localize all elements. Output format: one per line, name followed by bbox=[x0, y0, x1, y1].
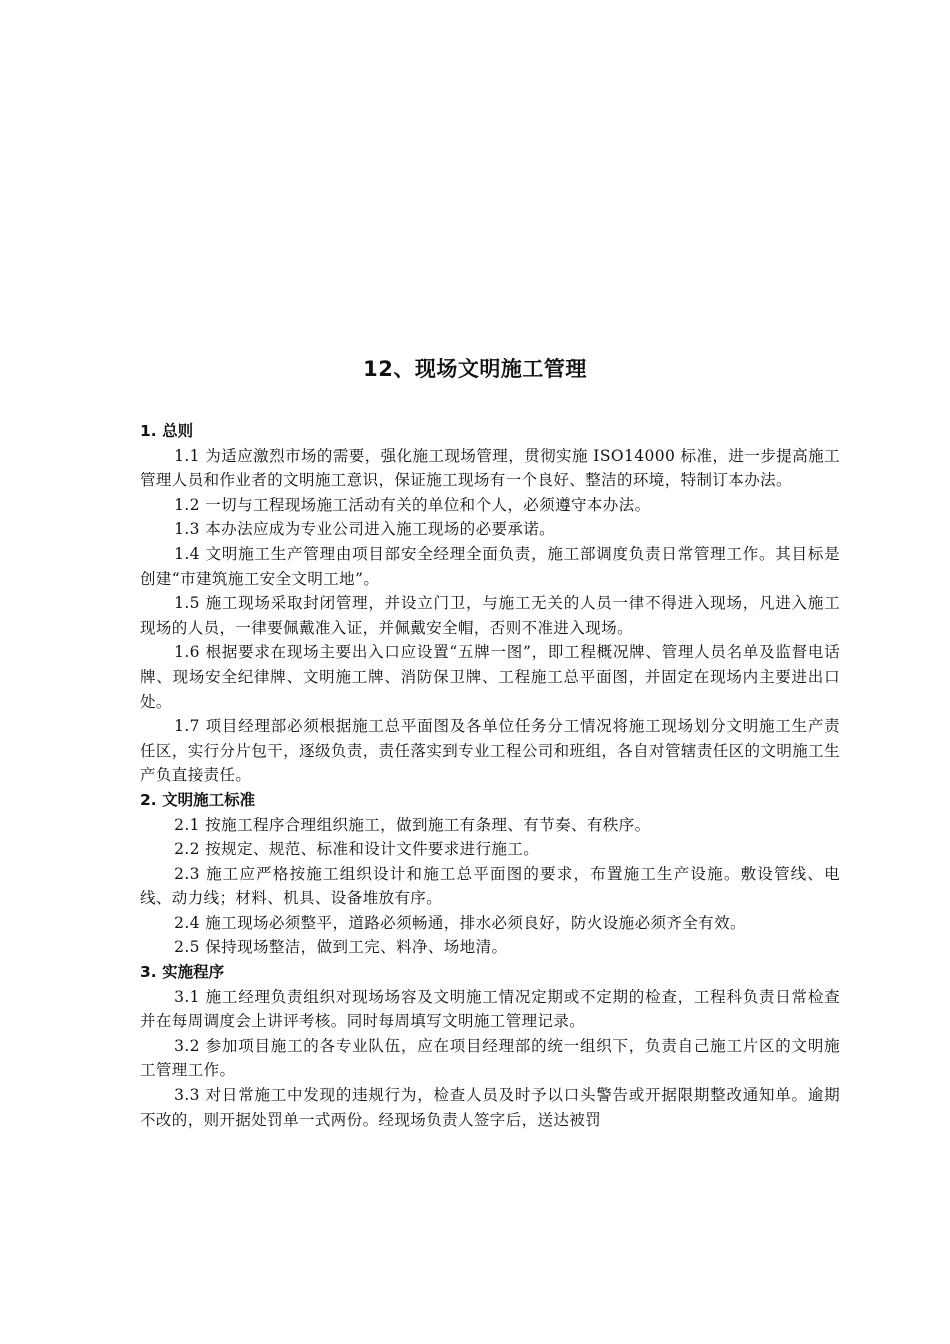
section-heading: 3. 实施程序 bbox=[140, 963, 225, 982]
paragraph: 1.1 为适应激烈市场的需要，强化施工现场管理，贯彻实施 ISO14000 标准，进一步提高施工管理人员和作业者的文明施工意识，保证施工现场有一个良好、整洁的环境，特制订本办法。 bbox=[140, 446, 840, 490]
paragraph: 2.2 按规定、规范、标准和设计文件要求进行施工。 bbox=[174, 840, 540, 859]
paragraph: 2.5 保持现场整洁，做到工完、料净、场地清。 bbox=[174, 938, 508, 957]
paragraph: 1.4 文明施工生产管理由项目部安全经理全面负责，施工部调度负责日常管理工作。其目标是创建“市建筑施工安全文明工地”。 bbox=[140, 544, 840, 588]
paragraph: 2.3 施工应严格按施工组织设计和施工总平面图的要求，布置施工生产设施。敷设管线、电线、动力线；材料、机具、设备堆放有序。 bbox=[140, 864, 840, 908]
section-general bbox=[140, 419, 840, 788]
section-standards bbox=[140, 788, 840, 960]
paragraph: 1.7 项目经理部必须根据施工总平面图及各单位任务分工情况将施工现场划分文明施工生产责任区，实行分片包干，逐级负责，责任落实到专业工程公司和班组，各自对管辖责任区的文明施工生产负直接责任。 bbox=[140, 717, 840, 785]
paragraph: 2.1 按施工程序合理组织施工，做到施工有条理、有节奏、有秩序。 bbox=[174, 815, 651, 834]
document-title: 12、现场文明施工管理 bbox=[363, 357, 587, 381]
section-heading: 1. 总则 bbox=[140, 422, 194, 440]
paragraph: 1.3 本办法应成为专业公司进入施工现场的必要承诺。 bbox=[174, 520, 556, 539]
paragraph: 3.3 对日常施工中发现的违规行为，检查人员及时予以口头警告或开据限期整改通知单。逾期不改的，则开据处罚单一式两份。经现场负责人签字后，送达被罚 bbox=[140, 1086, 840, 1129]
paragraph: 3.2 参加项目施工的各专业队伍，应在项目经理部的统一组织下，负责自己施工片区的文明施工管理工作。 bbox=[140, 1036, 840, 1080]
paragraph: 1.5 施工现场采取封闭管理，并设立门卫，与施工无关的人员一律不得进入现场，凡进入施工现场的人员，一律要佩戴准入证，并佩戴安全帽，否则不准进入现场。 bbox=[140, 594, 840, 637]
document-body bbox=[140, 419, 840, 1132]
section-procedure bbox=[140, 960, 840, 1132]
paragraph: 1.2 一切与工程现场施工活动有关的单位和个人，必须遵守本办法。 bbox=[174, 495, 651, 514]
paragraph: 1.6 根据要求在现场主要出入口应设置“五牌一图”，即工程概况牌、管理人员名单及监督电话牌、现场安全纪律牌、文明施工牌、消防保卫牌、工程施工总平面图，并固定在现场内主要进出口处。 bbox=[140, 643, 840, 711]
paragraph: 3.1 施工经理负责组织对现场场容及文明施工情况定期或不定期的检查，工程科负责日常检查并在每周调度会上讲评考核。同时每周填写文明施工管理记录。 bbox=[140, 987, 840, 1031]
section-heading: 2. 文明施工标准 bbox=[140, 790, 256, 809]
paragraph: 2.4 施工现场必须整平，道路必须畅通，排水必须良好，防火设施必须齐全有效。 bbox=[174, 913, 746, 932]
